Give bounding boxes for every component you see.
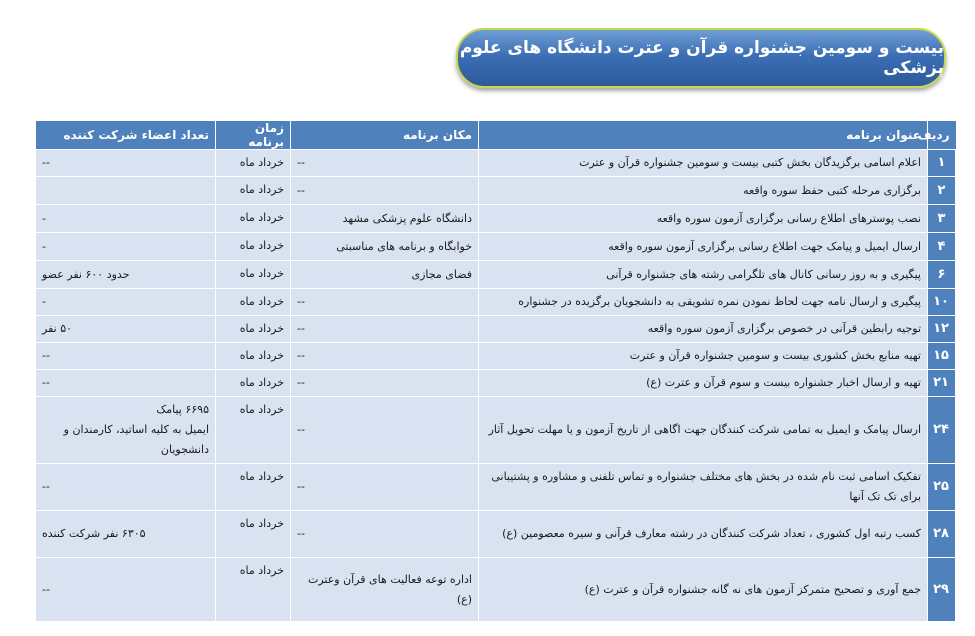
- row-time: خرداد ماه: [216, 558, 291, 622]
- row-index: ۲: [928, 177, 956, 205]
- row-time: خرداد ماه: [216, 177, 291, 205]
- row-title: پیگیری و به روز رسانی کانال های تلگرامی رشته های جشنواره قرآنی: [479, 261, 928, 289]
- row-title: اعلام اسامی برگزیدگان بخش کتبی بیست و سومین جشنواره قرآن و عترت: [479, 150, 928, 177]
- row-participants: --: [36, 150, 216, 177]
- table-row: [36, 370, 956, 397]
- header-idx: ردیف: [928, 121, 956, 150]
- row-place: اداره توعه فعالیت های قرآن وعترت (ع): [291, 558, 479, 622]
- table-row: [36, 558, 956, 622]
- row-place: --: [291, 397, 479, 464]
- table-header-row: [36, 121, 956, 150]
- row-title: تهیه منابع بخش کشوری بیست و سومین جشنواره قرآن و عترت: [479, 343, 928, 370]
- row-time: خرداد ماه: [216, 233, 291, 261]
- row-participants: --: [36, 343, 216, 370]
- row-time: خرداد ماه: [216, 343, 291, 370]
- row-participants: ۶۳۰۵ نفر شرکت کننده: [36, 511, 216, 558]
- row-index: ۲۹: [928, 558, 956, 622]
- row-time: خرداد ماه: [216, 261, 291, 289]
- row-title: جمع آوری و تصحیح متمرکز آزمون های نه گانه جشنواره قرآن و عترت (ع): [479, 558, 928, 622]
- table-row: [36, 261, 956, 289]
- row-time: خرداد ماه: [216, 205, 291, 233]
- row-place: --: [291, 343, 479, 370]
- row-participants: -: [36, 233, 216, 261]
- row-index: ۱۵: [928, 343, 956, 370]
- row-title: توجیه رابطین قرآنی در خصوص برگزاری آزمون سوره واقعه: [479, 316, 928, 343]
- row-title: تفکیک اسامی ثبت نام شده در بخش های مختلف جشنواره و تماس تلفنی و مشاوره و پشتیبانی برای تک تک آنها: [479, 464, 928, 511]
- row-title: برگزاری مرحله کتبی حفظ سوره واقعه: [479, 177, 928, 205]
- table-row: [36, 177, 956, 205]
- row-index: ۲۸: [928, 511, 956, 558]
- row-title: ارسال ایمیل و پیامک جهت اطلاع رسانی برگزاری آزمون سوره واقعه: [479, 233, 928, 261]
- header-place: مکان برنامه: [291, 121, 479, 150]
- row-index: ۲۴: [928, 397, 956, 464]
- row-place: --: [291, 370, 479, 397]
- table-row: [36, 511, 956, 558]
- row-place: فضای مجازی: [291, 261, 479, 289]
- row-place: --: [291, 316, 479, 343]
- row-participants: ۶۶۹۵ پیامک ایمیل به کلیه اساتید، کارمندان و دانشجویان: [36, 397, 216, 464]
- row-index: ۱۲: [928, 316, 956, 343]
- row-place: --: [291, 511, 479, 558]
- row-title: ارسال پیامک و ایمیل به تمامی شرکت کنندگان جهت اگاهی از تاریخ آزمون و یا مهلت تحویل آثار: [479, 397, 928, 464]
- header-title: عنوان برنامه: [479, 121, 928, 150]
- table-row: [36, 397, 956, 464]
- row-time: خرداد ماه: [216, 511, 291, 558]
- page-title: بیست و سومین جشنواره قرآن و عترت دانشگاه های علوم پزشکی: [456, 28, 946, 88]
- row-participants: ۵۰ نفر: [36, 316, 216, 343]
- program-table: [35, 121, 956, 622]
- row-index: ۱۰: [928, 289, 956, 316]
- row-participants: --: [36, 558, 216, 622]
- row-participants: حدود ۶۰۰ نفر عضو: [36, 261, 216, 289]
- row-participants: --: [36, 464, 216, 511]
- row-index: ۱: [928, 150, 956, 177]
- header-participants: تعداد اعضاء شرکت کننده: [36, 121, 216, 150]
- row-index: ۶: [928, 261, 956, 289]
- row-time: خرداد ماه: [216, 150, 291, 177]
- row-index: ۲۱: [928, 370, 956, 397]
- row-time: خرداد ماه: [216, 370, 291, 397]
- row-place: --: [291, 150, 479, 177]
- row-participants: -: [36, 205, 216, 233]
- table-row: [36, 464, 956, 511]
- table-row: [36, 233, 956, 261]
- table-row: [36, 205, 956, 233]
- row-title: نصب پوسترهای اطلاع رسانی برگزاری آزمون سوره واقعه: [479, 205, 928, 233]
- row-index: ۳: [928, 205, 956, 233]
- row-participants: -: [36, 289, 216, 316]
- row-place: --: [291, 177, 479, 205]
- table-row: [36, 316, 956, 343]
- row-title: کسب رتبه اول کشوری ، تعداد شرکت کنندگان در رشته معارف قرآنی و سیره معصومین (ع): [479, 511, 928, 558]
- row-place: --: [291, 289, 479, 316]
- row-index: ۴: [928, 233, 956, 261]
- row-title: پیگیری و ارسال نامه جهت لحاظ نمودن نمره تشویقی به دانشجویان برگزیده در جشنواره: [479, 289, 928, 316]
- row-place: خوابگاه و برنامه های مناسبتی: [291, 233, 479, 261]
- table-row: [36, 343, 956, 370]
- table-row: [36, 289, 956, 316]
- row-title: تهیه و ارسال اخبار جشنواره بیست و سوم قرآن و عترت (ع): [479, 370, 928, 397]
- table-row: [36, 150, 956, 177]
- row-time: خرداد ماه: [216, 289, 291, 316]
- row-place: --: [291, 464, 479, 511]
- row-time: خرداد ماه: [216, 464, 291, 511]
- table-body: [36, 150, 956, 622]
- row-index: ۲۵: [928, 464, 956, 511]
- row-place: دانشگاه علوم پزشکی مشهد: [291, 205, 479, 233]
- header-time: زمان برنامه: [216, 121, 291, 150]
- row-time: خرداد ماه: [216, 316, 291, 343]
- row-participants: [36, 177, 216, 205]
- row-time: خرداد ماه: [216, 397, 291, 464]
- row-participants: --: [36, 370, 216, 397]
